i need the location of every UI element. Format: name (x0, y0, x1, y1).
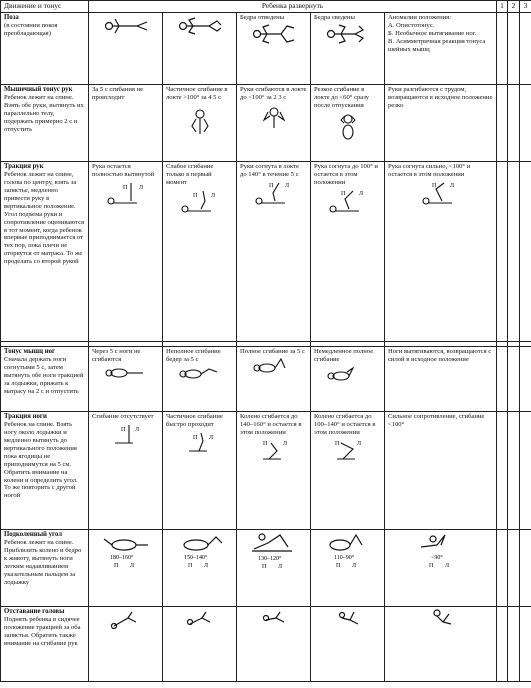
score-cell (497, 347, 508, 412)
arm-traction-figure-4 (323, 187, 373, 217)
score-cell (520, 530, 531, 607)
header-score-3: 3 (520, 1, 531, 13)
row-desc: Поднять ребенка в сидячее положение тракцией за оба запястья. Обратить также внимание на сгибание рук (4, 616, 81, 647)
row-label (1, 347, 89, 412)
cell-text: Руки согнута в локте до 140° в течение 5 с (240, 163, 299, 178)
score-cell (497, 607, 508, 682)
score-cell (520, 347, 531, 412)
score-cell (497, 530, 508, 607)
leg-tone-cell-3 (237, 347, 311, 412)
row-label (1, 412, 89, 530)
cell-text: Сгибание отсутствует (92, 413, 154, 420)
head-lag-cell-5 (385, 607, 497, 682)
cell-text: Бедра отведены (240, 14, 285, 21)
svg-text:Л: Л (358, 190, 363, 197)
head-lag-cell-2 (163, 607, 237, 682)
score-cell (520, 162, 531, 342)
leg-traction-cell-4 (311, 412, 385, 530)
leg-traction-cell-1 (89, 412, 163, 530)
svg-text:Л: Л (210, 192, 215, 199)
popliteal-figure-4 (318, 531, 378, 571)
svg-text:180–160°: 180–160° (109, 555, 133, 561)
row-title: Отставание головы (4, 608, 65, 615)
svg-text:П: П (192, 192, 197, 199)
svg-text:П: П (335, 563, 340, 569)
popliteal-figure-1 (96, 531, 156, 571)
arm-tone-cell-4 (311, 85, 385, 162)
leg-traction-figure-4 (323, 437, 373, 463)
arm-traction-cell-4 (311, 162, 385, 342)
popliteal-cell-1 (89, 530, 163, 607)
head-lag-cell-1 (89, 607, 163, 682)
svg-text:П: П (334, 440, 339, 447)
leg-traction-figure-1 (101, 421, 151, 447)
svg-text:<90°: <90° (430, 555, 443, 561)
arm-traction-cell-2 (163, 162, 237, 342)
row-title: Тонус мышц ног (4, 348, 56, 355)
row-label (1, 607, 89, 682)
row-label (1, 162, 89, 342)
score-cell (520, 13, 531, 85)
cell-text: Бедра сведены (314, 14, 355, 21)
svg-text:130–120°: 130–120° (257, 556, 281, 562)
cell-text: Через 5 с ноги не сгибаются (92, 348, 141, 363)
cell-text: Неполное сгибание бедер за 5 с (166, 348, 221, 363)
score-cell (520, 607, 531, 682)
svg-text:Л: Л (134, 426, 139, 433)
leg-tone-figure-3 (249, 356, 299, 376)
row-desc: (в состоянии покоя преобладающая) (4, 22, 58, 38)
posture-cell-2 (163, 13, 237, 85)
score-cell (497, 412, 508, 530)
row-title: Тракция ноги (4, 413, 47, 420)
popliteal-cell-5 (385, 530, 497, 607)
arm-traction-cell-3 (237, 162, 311, 342)
svg-text:Л: Л (449, 182, 454, 189)
cell-text: Слабое сгибание только в первый момент (166, 163, 214, 186)
row-popliteal (1, 530, 531, 607)
header-criteria: Движение и тонус (1, 1, 89, 13)
leg-traction-cell-5 (385, 412, 497, 530)
row-desc: Сначала держать ноги согнутыми 5 с, затем вытянуть обе ноги тракцией за лодыжки, прижать к матрасу на 2 с и отпустить (4, 356, 84, 395)
leg-tone-figure-1 (101, 364, 151, 382)
header-score-2: 2 (508, 1, 520, 13)
arm-traction-cell-5 (385, 162, 497, 342)
arm-tone-cell-1 (89, 85, 163, 162)
baby-extended-figure (101, 14, 151, 38)
arm-traction-figure-3 (249, 179, 299, 209)
head-lag-cell-3 (237, 607, 311, 682)
svg-text:Л: Л (284, 182, 289, 189)
svg-text:П: П (431, 182, 436, 189)
leg-traction-cell-2 (163, 412, 237, 530)
row-head-lag (1, 607, 531, 682)
leg-tone-cell-5 (385, 347, 497, 412)
svg-text:П: П (187, 563, 192, 569)
row-title: Мышечный тонус рук (4, 86, 73, 93)
baby-hips-abducted-figure (249, 22, 299, 46)
arm-tone-cell-3 (237, 85, 311, 162)
popliteal-figure-5 (411, 531, 471, 571)
row-leg-tone (1, 347, 531, 412)
svg-text:П: П (261, 564, 266, 570)
arm-traction-cell-1 (89, 162, 163, 342)
svg-text:П: П (122, 184, 127, 191)
posture-cell-5: Аномалии положения: А. Опистотонус. Б. Необычное вытягивание ног. В. Асимметричная реакция тонуса шейных мышц (385, 13, 497, 85)
svg-text:Л: Л (277, 564, 282, 570)
score-cell (508, 347, 520, 412)
row-posture (1, 13, 531, 85)
score-cell (508, 85, 520, 162)
cell-text: Руки разгибаются с трудом, возвращаются в исходное положение резко (388, 86, 493, 109)
row-desc: Ребенок лежит на спине, голова по центру, взять за запястье, медленно привести руку в вертикальное положение. Угол подъема руки и сопротивление оцениваются в тот момент, когда ребенок впервые приподнимается от тех пор, пока плечи не оторвутся от матраса. То же проделать со второй рукой (4, 171, 85, 266)
cell-text: Немедленное полное сгибание (314, 348, 374, 363)
svg-text:Л: Л (351, 563, 356, 569)
cell-text: Частичное сгибание быстро проходит (166, 413, 223, 428)
cell-text: Колено сгибается до 100–140° и остается в этом положении (314, 413, 376, 436)
score-cell (508, 607, 520, 682)
leg-tone-figure-2 (175, 364, 225, 382)
cell-text: Частичное сгибание в локте >100° за 4 5 с (166, 86, 228, 101)
svg-text:110–90°: 110–90° (333, 555, 354, 561)
popliteal-cell-2 (163, 530, 237, 607)
arm-tone-cell-5 (385, 85, 497, 162)
header-row (1, 1, 531, 13)
score-cell (497, 13, 508, 85)
svg-text:П: П (113, 563, 118, 569)
svg-text:Л: Л (138, 184, 143, 191)
svg-text:П: П (428, 563, 433, 569)
svg-text:Л: Л (356, 440, 361, 447)
header-score-1: 1 (497, 1, 508, 13)
row-label (1, 85, 89, 162)
cell-text: Руки сгибаются в локте до <100° за 2 3 с (240, 86, 307, 101)
head-lag-figure-3 (254, 608, 294, 632)
score-cell (520, 85, 531, 162)
head-lag-cell-4 (311, 607, 385, 682)
score-cell (508, 162, 520, 342)
row-title: Тракция рук (4, 163, 44, 170)
cell-text: Рука остается полностью вытянутой (92, 163, 155, 178)
svg-text:П: П (268, 182, 273, 189)
popliteal-cell-4 (311, 530, 385, 607)
leg-tone-cell-1 (89, 347, 163, 412)
leg-tone-figure-4 (323, 364, 373, 384)
row-title: Поза (4, 14, 19, 21)
arm-sharp-flex-figure (328, 110, 368, 140)
row-desc: Ребенок на спине. Взять ногу около лодыжки и медленно вытянуть до вертикального положения пока ягодицы не приподнимутся на 5 см. Обратить внимание на колени и определить угол. То же повторить с другой ногой (4, 421, 78, 500)
head-lag-figure-2 (180, 608, 220, 632)
popliteal-cell-3 (237, 530, 311, 607)
row-desc: Ребенок лежит на спине. Взять обе руки, вытянуть их параллельно телу, подержать примерно 2 с и отпустить (4, 94, 84, 133)
posture-cell-3 (237, 13, 311, 85)
svg-text:Л: Л (208, 434, 213, 441)
cell-text: Рука согнута до 100° и остается в этом положении (314, 163, 378, 186)
score-cell (497, 162, 508, 342)
head-lag-figure-1 (106, 608, 146, 632)
arm-tone-cell-2 (163, 85, 237, 162)
svg-text:Л: Л (282, 440, 287, 447)
svg-text:Л: Л (203, 563, 208, 569)
head-lag-figure-5 (421, 608, 461, 632)
arm-partial-flex-figure (180, 102, 220, 136)
svg-text:П: П (120, 426, 125, 433)
posture-cell-4 (311, 13, 385, 85)
row-label (1, 530, 89, 607)
cell-text: Ноги вытягиваются, возвращаются с силой в исходное положение (388, 348, 492, 363)
leg-traction-figure-3 (249, 437, 299, 463)
svg-text:150–140°: 150–140° (183, 555, 207, 561)
svg-text:Л: Л (444, 563, 449, 569)
popliteal-figure-2 (170, 531, 230, 571)
header-undress: Ребенка развернуть (89, 1, 497, 13)
leg-traction-cell-3 (237, 412, 311, 530)
row-desc: Ребенок лежит на спине. Приблизить колено и бедро к животу, вытянуть ноги легким надавливанием указательным пальцем за лодыжку (4, 539, 82, 586)
baby-hips-adducted-figure (323, 22, 373, 46)
cell-text: Полное сгибание за 5 с (240, 348, 305, 355)
score-cell (508, 530, 520, 607)
arm-traction-figure-1 (101, 179, 151, 209)
arm-traction-figure-2 (175, 187, 225, 217)
leg-tone-cell-2 (163, 347, 237, 412)
row-title: Подколенный угол (4, 531, 63, 538)
svg-text:Л: Л (129, 563, 134, 569)
popliteal-figure-3 (244, 531, 304, 571)
cell-text: Сильное сопротивление, сгибание <100° (388, 413, 485, 428)
cell-text: Рука согнута сильно, <100° и остается в этом положении (388, 163, 471, 178)
arm-flex-figure (254, 102, 294, 130)
leg-tone-cell-4 (311, 347, 385, 412)
posture-cell-1 (89, 13, 163, 85)
cell-text: Резкое сгибание в локте до <60° сразу после отпускания (314, 86, 369, 109)
svg-text:П: П (340, 190, 345, 197)
cell-text: Колено сгибается до 140–160° и остается в этом положении (240, 413, 302, 436)
cell-text: За 5 с сгибания не происходит (92, 86, 144, 101)
row-leg-traction (1, 412, 531, 530)
score-cell (497, 85, 508, 162)
score-cell (520, 412, 531, 530)
baby-partial-flex-figure (175, 14, 225, 38)
row-arm-tone (1, 85, 531, 162)
score-cell (508, 13, 520, 85)
score-cell (508, 412, 520, 530)
svg-text:П: П (192, 434, 197, 441)
head-lag-figure-4 (328, 608, 368, 632)
svg-text:П: П (262, 440, 267, 447)
leg-traction-figure-2 (175, 429, 225, 455)
row-label (1, 13, 89, 85)
row-arm-traction (1, 162, 531, 342)
arm-traction-figure-5 (416, 179, 466, 209)
